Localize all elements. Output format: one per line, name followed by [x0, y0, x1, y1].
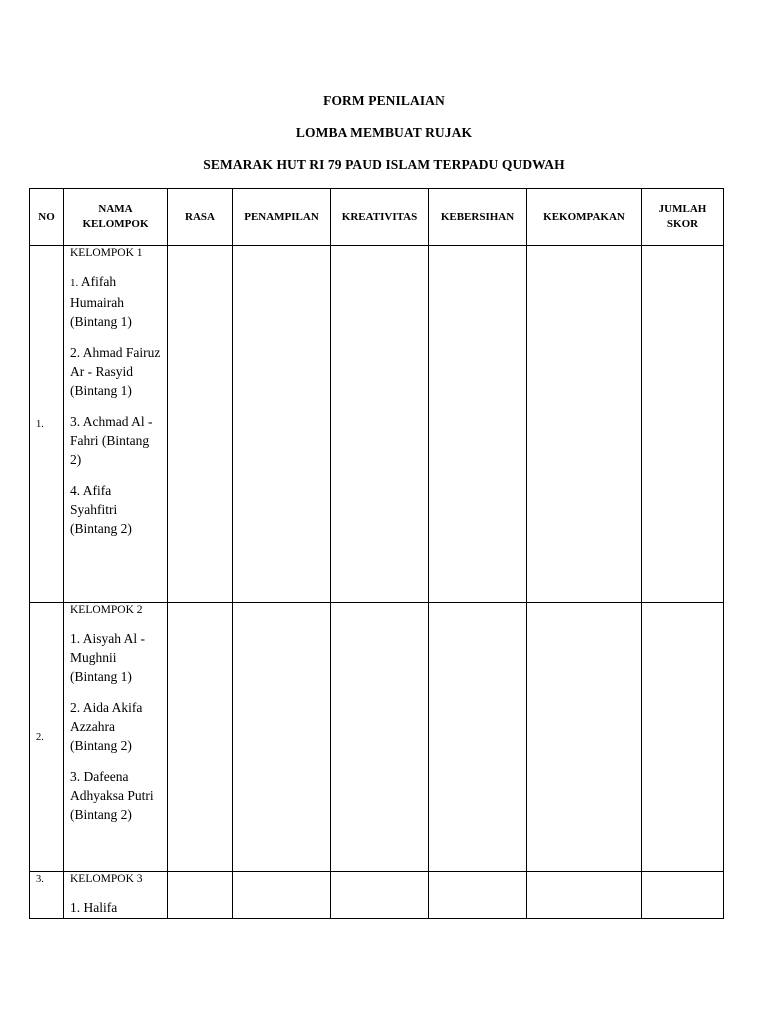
score-cell-kebersihan[interactable]: [429, 872, 527, 919]
member-item: 1. Aisyah Al - Mughnii (Bintang 1): [70, 631, 146, 684]
header-no: NO: [30, 189, 64, 246]
score-cell-kebersihan[interactable]: [429, 246, 527, 603]
score-cell-rasa[interactable]: [168, 872, 233, 919]
header-row: [30, 189, 724, 246]
header-jumlah-skor: JUMLAH SKOR: [642, 189, 724, 246]
table-row: [30, 603, 724, 872]
score-cell-rasa[interactable]: [168, 603, 233, 872]
score-cell-penampilan[interactable]: [233, 872, 331, 919]
header-kekompakan: KEKOMPAKAN: [527, 189, 642, 246]
row-number: 3.: [30, 872, 64, 919]
group-label: KELOMPOK 1: [70, 247, 143, 259]
member-item: 4. Afifa Syahfitri (Bintang 2): [70, 483, 132, 536]
score-cell-kreativitas[interactable]: [331, 603, 429, 872]
header-kebersihan: KEBERSIHAN: [429, 189, 527, 246]
score-cell-kreativitas[interactable]: [331, 246, 429, 603]
score-cell-penampilan[interactable]: [233, 246, 331, 603]
row-number: 2.: [30, 603, 64, 872]
member-item: 2. Ahmad Fairuz Ar - Rasyid (Bintang 1): [70, 345, 161, 398]
row-number: 1.: [30, 246, 64, 603]
header-rasa: RASA: [168, 189, 233, 246]
score-cell-kreativitas[interactable]: [331, 872, 429, 919]
member-item: 3. Dafeena Adhyaksa Putri (Bintang 2): [70, 769, 154, 822]
table-row: [30, 872, 724, 919]
member-item: 3. Achmad Al - Fahri (Bintang 2): [70, 414, 153, 467]
assessment-table: [29, 188, 724, 919]
event-title: SEMARAK HUT RI 79 PAUD ISLAM TERPADU QUDWAH: [203, 157, 565, 172]
score-cell-kekompakan[interactable]: [527, 872, 642, 919]
member-item: 2. Aida Akifa Azzahra (Bintang 2): [70, 700, 143, 753]
score-cell-jumlah[interactable]: [642, 603, 724, 872]
group-label: KELOMPOK 2: [70, 604, 143, 616]
score-cell-penampilan[interactable]: [233, 603, 331, 872]
competition-title: LOMBA MEMBUAT RUJAK: [295, 125, 473, 140]
score-cell-jumlah[interactable]: [642, 872, 724, 919]
score-cell-kekompakan[interactable]: [527, 603, 642, 872]
member-item: 1. Halifa: [70, 900, 118, 915]
header-kreativitas: KREATIVITAS: [331, 189, 429, 246]
group-label: KELOMPOK 3: [70, 873, 143, 885]
score-cell-kekompakan[interactable]: [527, 246, 642, 603]
group-cell: [64, 603, 168, 872]
table-row: [30, 246, 724, 603]
member-item: 1. Afifah Humairah (Bintang 1): [70, 274, 132, 329]
form-title: FORM PENILAIAN: [323, 93, 445, 108]
header-nama-kelompok: NAMA KELOMPOK: [64, 189, 168, 246]
score-cell-jumlah[interactable]: [642, 246, 724, 603]
score-cell-rasa[interactable]: [168, 246, 233, 603]
header-penampilan: PENAMPILAN: [233, 189, 331, 246]
group-cell: [64, 872, 168, 919]
score-cell-kebersihan[interactable]: [429, 603, 527, 872]
group-cell: [64, 246, 168, 603]
